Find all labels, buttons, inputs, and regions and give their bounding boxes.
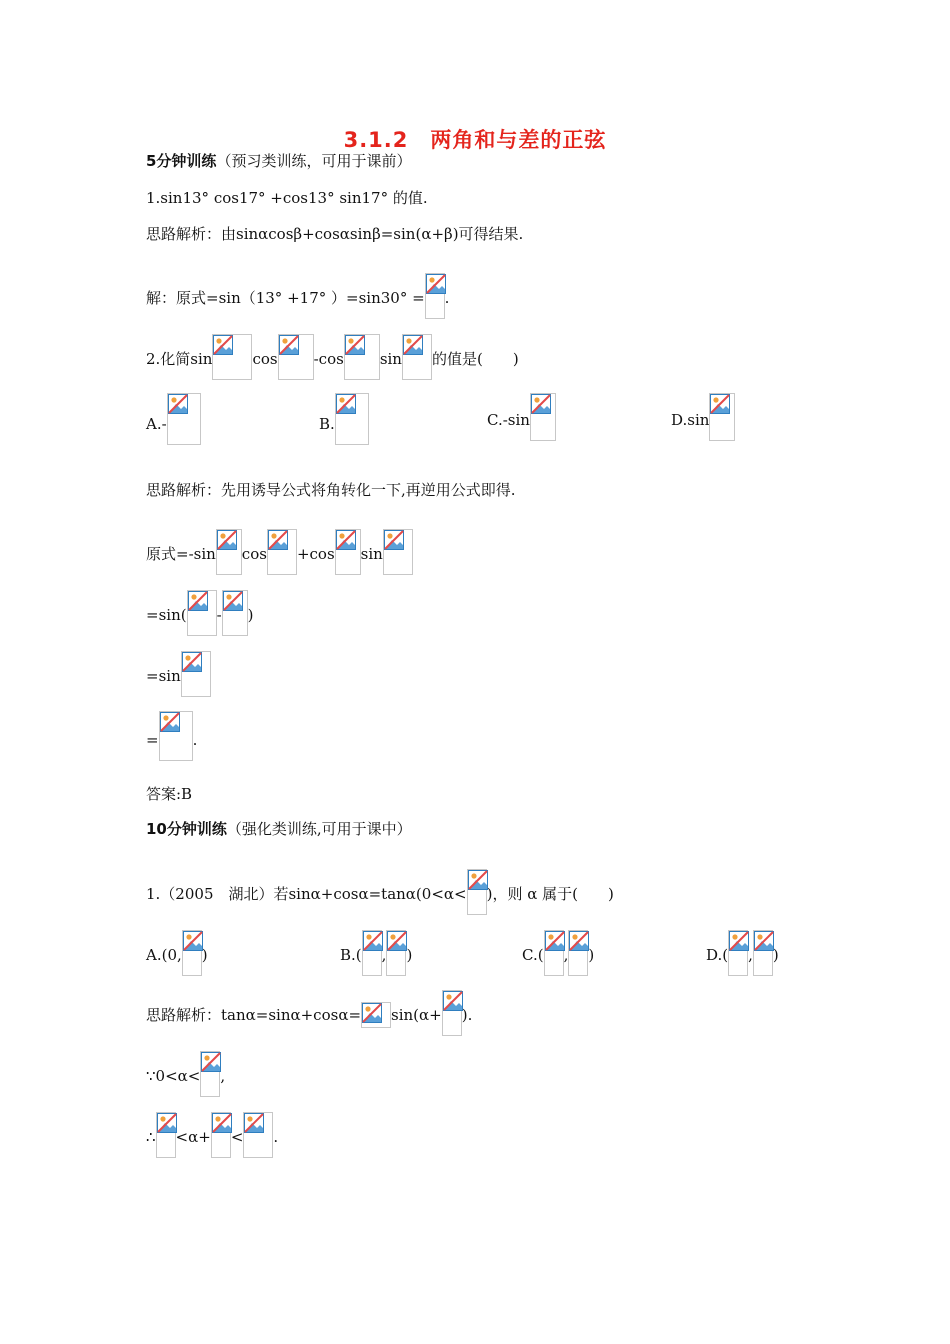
- image-placeholder-icon: [544, 930, 564, 976]
- q2-step-4: [146, 711, 197, 761]
- question-3: [146, 869, 614, 915]
- q2-hint: 思路解析：先用诱导公式将角转化一下,再逆用公式即得.: [146, 481, 516, 499]
- step-text: <: [230, 1128, 244, 1146]
- hint-text: 思路解析：tanα=sinα+cosα=: [146, 1006, 362, 1024]
- step-text: ∴: [146, 1128, 156, 1146]
- image-placeholder-icon: [167, 393, 201, 445]
- q2-option-b: [319, 393, 369, 445]
- image-placeholder-icon: [159, 711, 193, 761]
- step-text: +cos: [296, 545, 335, 563]
- q1-solution: [146, 273, 449, 319]
- image-placeholder-icon: [156, 1112, 176, 1158]
- option-label: C.-sin: [487, 411, 530, 429]
- q3-option-d: [706, 930, 779, 976]
- q1-solution-end: .: [444, 289, 450, 307]
- q2-text: -cos: [313, 350, 344, 368]
- page-title: 3.1.2 两角和与差的正弦: [343, 128, 607, 152]
- q2-option-d: [671, 393, 735, 441]
- image-placeholder-icon: [530, 393, 556, 441]
- section-5min: [146, 152, 411, 170]
- q2-step-3: [146, 651, 211, 697]
- option-label: ): [201, 946, 208, 964]
- step-text: ,: [220, 1067, 226, 1085]
- image-placeholder-icon: [243, 1112, 273, 1158]
- image-placeholder-icon: [335, 529, 361, 575]
- image-placeholder-icon: [216, 529, 242, 575]
- image-placeholder-icon: [753, 930, 773, 976]
- option-label: B.: [319, 415, 335, 433]
- q3-step-1: [146, 1051, 225, 1097]
- image-placeholder-icon: [212, 334, 252, 380]
- image-placeholder-icon: [568, 930, 588, 976]
- q2-text: 2.化简sin: [146, 350, 213, 368]
- step-text: =sin: [146, 667, 181, 685]
- q3-hint: [146, 990, 472, 1036]
- image-placeholder-icon: [709, 393, 735, 441]
- q3-text: 1.（2005 湖北）若sinα+cosα=tanα(0<α<: [146, 885, 467, 903]
- image-placeholder-icon: [211, 1112, 231, 1158]
- image-placeholder-icon: [442, 990, 462, 1036]
- q3-text: )，则 α 属于( ): [486, 885, 614, 903]
- q1-solution-text: 解：原式=sin（13° +17° ）=sin30° =: [146, 289, 425, 307]
- section-note: （强化类训练,可用于课中）: [226, 820, 412, 838]
- image-placeholder-icon: [278, 334, 314, 380]
- q2-option-a: [146, 393, 201, 445]
- image-placeholder-icon: [222, 590, 248, 636]
- option-label: ): [406, 946, 413, 964]
- question-1: 1.sin13° cos17° +cos13° sin17° 的值.: [146, 189, 428, 207]
- image-placeholder-icon: [182, 930, 202, 976]
- image-placeholder-icon: [200, 1051, 220, 1097]
- q1-hint: 思路解析：由sinαcosβ+cosαsinβ=sin(α+β)可得结果.: [146, 225, 524, 243]
- q2-step-2: [146, 590, 254, 636]
- option-label: D.sin: [671, 411, 710, 429]
- hint-text: ).: [461, 1006, 473, 1024]
- option-label: ): [588, 946, 595, 964]
- image-placeholder-icon: [344, 334, 380, 380]
- step-text: 原式=-sin: [146, 545, 216, 563]
- option-label: A.(0,: [146, 946, 182, 964]
- step-text: <α+: [175, 1128, 211, 1146]
- option-label: C.(: [522, 946, 544, 964]
- step-text: sin: [360, 545, 383, 563]
- option-label: A.-: [146, 415, 167, 433]
- step-text: ∵0<α<: [146, 1067, 201, 1085]
- option-label: ,: [381, 946, 387, 964]
- image-placeholder-icon: [267, 529, 297, 575]
- image-placeholder-icon: [728, 930, 748, 976]
- q2-text: 的值是( ): [431, 350, 519, 368]
- q2-option-c: [487, 393, 556, 441]
- option-label: ,: [563, 946, 569, 964]
- section-note: （预习类训练，可用于课前）: [216, 152, 412, 170]
- step-text: .: [192, 731, 198, 749]
- option-label: ): [772, 946, 779, 964]
- q3-option-a: [146, 930, 208, 976]
- image-placeholder-icon: [335, 393, 369, 445]
- image-placeholder-icon: [467, 869, 487, 915]
- image-placeholder-icon: [362, 930, 382, 976]
- section-heading: 5分钟训练: [146, 152, 217, 170]
- q2-text: sin: [379, 350, 402, 368]
- section-heading: 10分钟训练: [146, 820, 227, 838]
- image-placeholder-icon: [402, 334, 432, 380]
- section-10min: [146, 820, 412, 838]
- q3-step-2: [146, 1112, 278, 1158]
- option-label: ,: [748, 946, 753, 964]
- image-placeholder-icon: [181, 651, 211, 697]
- image-placeholder-icon: [425, 273, 445, 319]
- option-label: D.(: [706, 946, 729, 964]
- image-placeholder-icon: [187, 590, 217, 636]
- q3-option-b: [340, 930, 412, 976]
- step-text: ): [247, 606, 254, 624]
- image-placeholder-icon: [386, 930, 406, 976]
- step-text: .: [273, 1128, 279, 1146]
- step-text: =: [146, 731, 159, 749]
- q3-option-c: [522, 930, 594, 976]
- q2-answer: 答案:B: [146, 785, 193, 803]
- q2-step-1: [146, 529, 413, 575]
- image-placeholder-icon: [361, 1002, 391, 1028]
- question-2: [146, 334, 519, 380]
- step-text: -: [216, 606, 222, 624]
- hint-text: sin(α+: [391, 1006, 442, 1024]
- q2-text: cos: [252, 350, 278, 368]
- option-label: B.(: [340, 946, 362, 964]
- step-text: cos: [241, 545, 267, 563]
- step-text: =sin(: [146, 606, 187, 624]
- image-placeholder-icon: [383, 529, 413, 575]
